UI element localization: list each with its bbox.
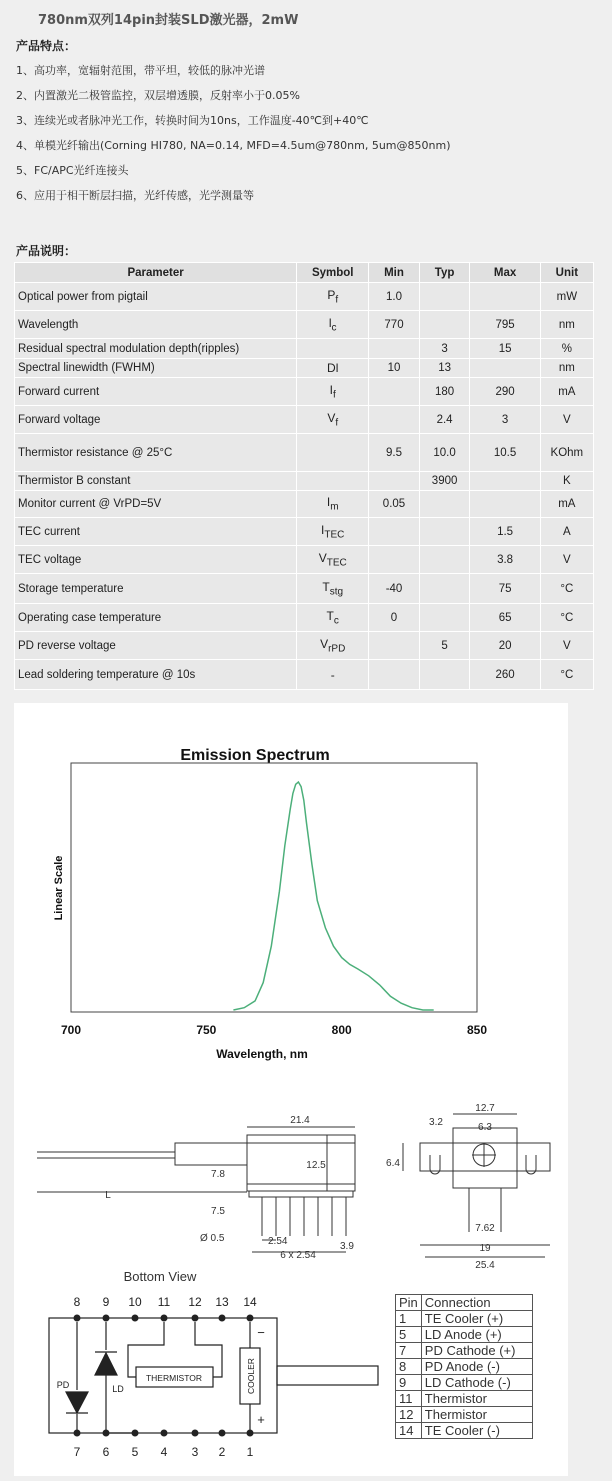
wire-thermistor: [195, 1322, 222, 1377]
schematic-fiber: [277, 1366, 378, 1385]
pin-number-top: 9: [102, 1295, 110, 1309]
pin-table-cell: Thermistor: [421, 1391, 532, 1407]
page-title: 780nm双列14pin封装SLD激光器，2mW: [38, 13, 299, 28]
pin-number-top: 13: [215, 1295, 229, 1309]
pin-table-cell: 5: [396, 1327, 422, 1343]
dim-label: 6 x 2.54: [280, 1250, 316, 1261]
bottom-view-schematic: [49, 1318, 378, 1433]
dim-label: 7.5: [211, 1206, 225, 1217]
dim-label: 25.4: [475, 1260, 495, 1271]
spec-param: Forward voltage: [15, 406, 297, 434]
pin-number-bottom: 5: [131, 1445, 139, 1459]
spec-unit: V: [540, 546, 593, 574]
spec-param: PD reverse voltage: [15, 632, 297, 660]
spec-param: Monitor current @ VrPD=5V: [15, 491, 297, 518]
spec-symbol: Dl: [297, 359, 369, 378]
pin-number-bottom: 6: [102, 1445, 110, 1459]
feature-item: 6、应用于相干断层扫描，光纤传感，光学测量等: [16, 189, 254, 202]
spec-max: 260: [470, 660, 540, 690]
spec-max: 3.8: [470, 546, 540, 574]
spec-symbol: $V_f$: [297, 406, 369, 434]
spec-unit: nm: [540, 311, 593, 339]
spec-param: Operating case temperature: [15, 604, 297, 632]
spec-typ: 10.0: [419, 434, 470, 472]
spec-symbol: -: [297, 660, 369, 690]
x-tick-label: 700: [60, 1023, 82, 1037]
spec-max: 1.5: [470, 518, 540, 546]
spec-symbol: $P_f$: [297, 283, 369, 311]
spec-header-cell: Max: [470, 263, 540, 283]
spec-max: 20: [470, 632, 540, 660]
pin-table-cell: LD Cathode (-): [421, 1375, 532, 1391]
chart-title: Emission Spectrum: [180, 747, 330, 764]
pin-number-bottom: 7: [73, 1445, 81, 1459]
dim-label: 7.62: [475, 1223, 495, 1234]
pin-number-bottom: 1: [246, 1445, 254, 1459]
pin-table-cell: 1: [396, 1311, 422, 1327]
spec-symbol: $I_{TEC}$: [297, 518, 369, 546]
pin-table-row: [396, 1407, 533, 1423]
spec-symbol: $T_c$: [297, 604, 369, 632]
x-tick-label: 750: [196, 1023, 217, 1037]
dim-label: 12.5: [306, 1160, 326, 1171]
pin-table-cell: 8: [396, 1359, 422, 1375]
spec-param: Lead soldering temperature @ 10s: [15, 660, 297, 690]
feature-item: 5、FC/APC光纤连接头: [16, 164, 129, 177]
thermistor-label: THERMISTOR: [145, 1373, 203, 1383]
pin-table-cell: PD Anode (-): [421, 1359, 532, 1375]
spec-min: 770: [369, 311, 419, 339]
spec-typ: 180: [419, 378, 470, 406]
end-view-dims: [386, 1103, 495, 1271]
dim-label: 6.3: [478, 1122, 492, 1133]
spec-param: Residual spectral modulation depth(ripples): [15, 339, 297, 359]
spec-max: 75: [470, 574, 540, 604]
spec-min: 1.0: [369, 283, 419, 311]
cooler-minus: −: [257, 1325, 265, 1340]
pin-connection-table: [395, 1294, 533, 1439]
end-body: [453, 1128, 517, 1188]
spec-unit: V: [540, 632, 593, 660]
spec-symbol: $I_f$: [297, 378, 369, 406]
dim-label: 6.4: [386, 1158, 400, 1169]
spec-header-cell: Parameter: [15, 263, 297, 283]
package-base: [249, 1191, 353, 1197]
spec-param: TEC current: [15, 518, 297, 546]
spec-max: 3: [470, 406, 540, 434]
spec-unit: mW: [540, 283, 593, 311]
dim-label: L: [105, 1190, 111, 1201]
spec-unit: K: [540, 472, 593, 491]
spec-min: 9.5: [369, 434, 419, 472]
spec-param: TEC voltage: [15, 546, 297, 574]
dim-label: 7.8: [211, 1169, 225, 1180]
spec-unit: %: [540, 339, 593, 359]
pin-table-cell: Thermistor: [421, 1407, 532, 1423]
dim-label: 19: [479, 1243, 491, 1254]
pin-number-bottom: 4: [160, 1445, 168, 1459]
pin-number-top: 8: [73, 1295, 81, 1309]
pin-table-cell: 11: [396, 1391, 422, 1407]
pin-table-row: [396, 1327, 533, 1343]
spec-header-cell: Unit: [540, 263, 593, 283]
spec-min: 0.05: [369, 491, 419, 518]
spec-param: Spectral linewidth (FWHM): [15, 359, 297, 378]
wire-thermistor: [128, 1322, 164, 1377]
feature-item: 3、连续光或者脉冲光工作，转换时间为10ns，工作温度-40℃到+40℃: [16, 114, 369, 127]
pin-number-top: 10: [128, 1295, 142, 1309]
dim-label: 3.9: [340, 1241, 354, 1252]
pin-number-bottom: 2: [218, 1445, 226, 1459]
ld-diode: [95, 1353, 117, 1375]
spec-unit: mA: [540, 378, 593, 406]
spec-header-cell: Symbol: [297, 263, 369, 283]
pin-table-cell: TE Cooler (+): [421, 1311, 532, 1327]
spec-param: Optical power from pigtail: [15, 283, 297, 311]
dim-label: 3.2: [429, 1117, 443, 1128]
spec-unit: V: [540, 406, 593, 434]
pd-diode: [66, 1392, 88, 1413]
spec-symbol: $V_{rPD}$: [297, 632, 369, 660]
spec-max: 65: [470, 604, 540, 632]
spec-max: 15: [470, 339, 540, 359]
dim-label: 21.4: [290, 1115, 310, 1126]
bottom-view-label: Bottom View: [123, 1269, 197, 1284]
spec-min: 10: [369, 359, 419, 378]
spec-param: Thermistor resistance @ 25°C: [15, 434, 297, 472]
spec-typ: 13: [419, 359, 470, 378]
spec-param: Forward current: [15, 378, 297, 406]
pin-table-cell: 7: [396, 1343, 422, 1359]
spec-min: -40: [369, 574, 419, 604]
pin-table-row: [396, 1391, 533, 1407]
feature-item: 2、内置激光二极管监控，双层增透膜，反射率小于0.05%: [16, 89, 300, 102]
spec-header-cell: Typ: [419, 263, 470, 283]
spec-max: 290: [470, 378, 540, 406]
spec-max: 10.5: [470, 434, 540, 472]
pin-number-top: 14: [243, 1295, 257, 1309]
mechanical-end-view: [403, 1114, 550, 1257]
dim-label: 2.54: [268, 1236, 288, 1247]
pin-table-row: [396, 1423, 533, 1439]
fiber-boot: [175, 1143, 247, 1165]
cooler-plus: +: [257, 1412, 265, 1427]
pin-number-top: 12: [188, 1295, 202, 1309]
emission-spectrum-chart: [53, 747, 487, 1061]
spec-symbol: $V_{TEC}$: [297, 546, 369, 574]
feature-item: 1、高功率，宽辐射范围，带平坦，较低的脉冲光谱: [16, 64, 265, 77]
spec-unit: A: [540, 518, 593, 546]
ld-label: LD: [112, 1384, 124, 1394]
x-tick-label: 800: [331, 1023, 352, 1037]
pins-side: [262, 1197, 346, 1236]
pin-table-cell: 14: [396, 1423, 422, 1439]
pin-table-cell: 12: [396, 1407, 422, 1423]
spec-unit: °C: [540, 660, 593, 690]
spec-symbol: $I_m$: [297, 491, 369, 518]
spec-unit: °C: [540, 574, 593, 604]
pin-table-cell: LD Anode (+): [421, 1327, 532, 1343]
plot-frame: [71, 763, 477, 1012]
spec-param: Storage temperature: [15, 574, 297, 604]
pin-table-row: [396, 1375, 533, 1391]
mechanical-side-view: [37, 1127, 355, 1252]
pin-table-cell: PD Cathode (+): [421, 1343, 532, 1359]
pd-label: PD: [56, 1380, 70, 1390]
spec-unit: KOhm: [540, 434, 593, 472]
feature-item: 4、单模光纤输出(Corning HI780, NA=0.14, MFD=4.5um@780nm, 5um@850nm): [16, 139, 451, 152]
pin-table-header-cell: Pin: [396, 1295, 422, 1311]
spec-param: Thermistor B constant: [15, 472, 297, 491]
spec-unit: nm: [540, 359, 593, 378]
spec-max: 795: [470, 311, 540, 339]
spec-header-cell: Min: [369, 263, 419, 283]
spec-symbol: $l_c$: [297, 311, 369, 339]
spec-symbol: $T_{stg}$: [297, 574, 369, 604]
dim-label: Ø 0.5: [200, 1233, 225, 1244]
pin-number-bottom: 3: [191, 1445, 199, 1459]
x-axis-label: Wavelength, nm: [216, 1047, 308, 1061]
spec-heading: 产品说明：: [16, 244, 77, 258]
spec-min: 0: [369, 604, 419, 632]
side-view-dims: [105, 1115, 354, 1261]
pin-table-cell: TE Cooler (-): [421, 1423, 532, 1439]
cooler-label: COOLER: [246, 1358, 256, 1394]
pin-table-header-cell: Connection: [421, 1295, 532, 1311]
features-heading: 产品特点：: [16, 39, 77, 53]
pin-table-cell: 9: [396, 1375, 422, 1391]
pin-number-top: 11: [157, 1295, 171, 1309]
pin-table-row: [396, 1359, 533, 1375]
pin-table-header: [396, 1295, 533, 1311]
spectrum-series-line: [233, 782, 433, 1010]
pin-table-row: [396, 1343, 533, 1359]
spec-typ: 3900: [419, 472, 470, 491]
x-tick-label: 850: [466, 1023, 488, 1037]
y-axis-label: Linear Scale: [53, 855, 65, 921]
spec-unit: mA: [540, 491, 593, 518]
spec-typ: 5: [419, 632, 470, 660]
spec-typ: 2.4: [419, 406, 470, 434]
dim-label: 12.7: [475, 1103, 495, 1114]
pin-table-row: [396, 1311, 533, 1327]
spec-unit: °C: [540, 604, 593, 632]
spec-param: Wavelength: [15, 311, 297, 339]
spec-typ: 3: [419, 339, 470, 359]
